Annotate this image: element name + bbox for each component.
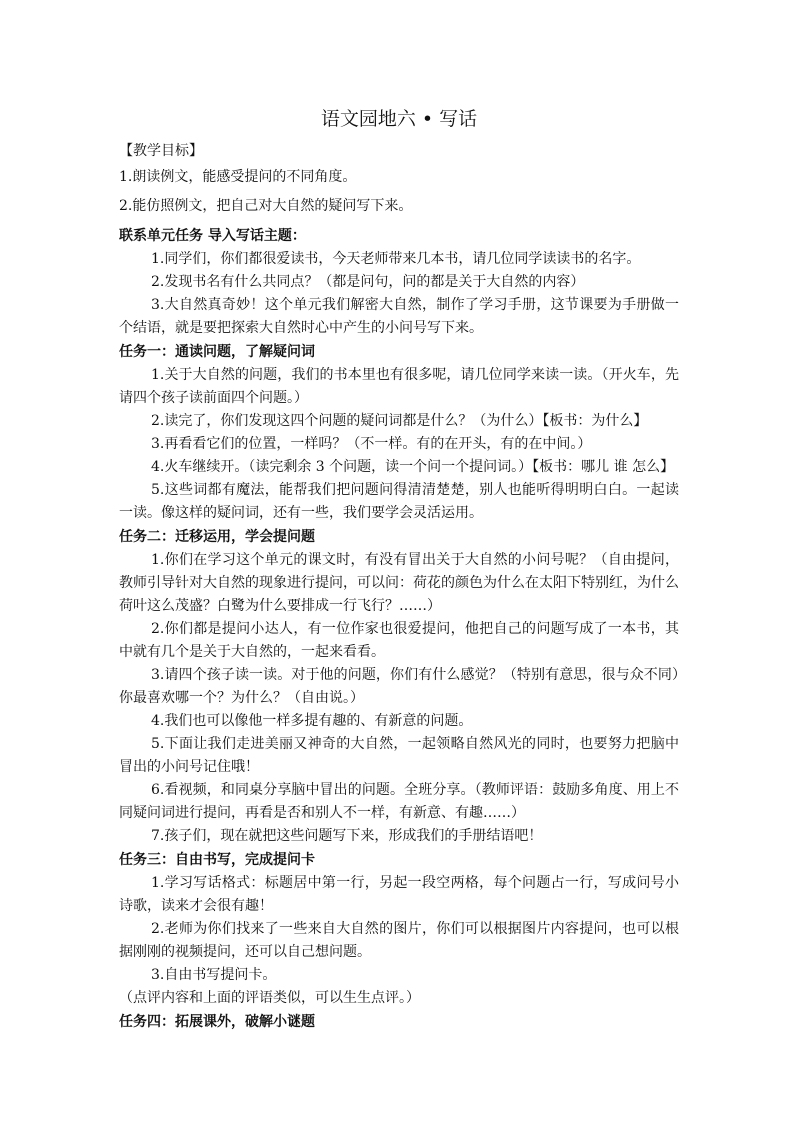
document-page [119,104,679,1034]
paragraph: 1.同学们，你们都很爱读书，今天老师带来几本书，请几位同学读读书的名字。 [151,251,641,267]
paragraph: 2.你们都是提问小达人，有一位作家也很爱提问，他把自己的问题写成了一本书，其中就有几个是关于大自然的，一起来看看。 [119,621,679,660]
note-paragraph: （点评内容和上面的评语类似，可以生生点评。） [119,990,420,1006]
goal-item: 2.能仿照例文，把自己对大自然的疑问写下来。 [119,198,413,214]
paragraph: 2.发现书名有什么共同点？（都是问句，问的都是关于大自然的内容） [151,274,585,290]
goal-item: 1.朗读例文，能感受提问的不同角度。 [119,169,357,185]
paragraph: 7.孩子们，现在就把这些问题写下来，形成我们的手册结语吧！ [151,828,543,844]
paragraph: 3.自由书写提问卡。 [151,967,277,983]
paragraph: 4.火车继续开。（读完剩余 3 个问题，读一个问一个提问词。）【板书：哪儿 谁 怎么】 [151,459,675,475]
paragraph: 5.这些词都有魔法，能帮我们把问题问得清清楚楚，别人也能听得明明白白。一起读一读。像这样的疑问词，还有一些，我们要学会灵活运用。 [119,482,679,521]
paragraph: 4.我们也可以像他一样多提有趣的、有新意的问题。 [151,713,473,729]
section-heading-task2: 任务二：迁移运用，学会提问题 [119,529,315,545]
paragraph: 1.关于大自然的问题，我们的书本里也有很多呢，请几位同学来读一读。（开火车，先请四个孩子读前面四个问题。） [119,367,679,406]
paragraph: 6.看视频，和同桌分享脑中冒出的问题。全班分享。（教师评语：鼓励多角度、用上不同疑问词进行提问，再看是否和别人不一样，有新意、有趣……） [119,782,679,821]
paragraph: 1.学习写话格式：标题居中第一行，另起一段空两格，每个问题占一行，写成问号小诗歌，读来才会很有趣！ [119,875,679,914]
paragraph: 3.再看看它们的位置，一样吗？（不一样。有的在开头，有的在中间。） [151,436,592,452]
section-heading-intro: 联系单元任务 导入写话主题： [119,228,306,244]
section-heading-task1: 任务一：通读问题，了解疑问词 [119,344,315,360]
page-title: 语文园地六 • 写话 [320,108,478,130]
section-heading-task4: 任务四：拓展课外，破解小谜题 [119,1014,315,1030]
paragraph: 3.请四个孩子读一读。对于他的问题，你们有什么感觉？（特别有意思，很与众不同）你最喜欢哪一个？为什么？（自由说。） [119,667,679,706]
paragraph: 1.你们在学习这个单元的课文时，有没有冒出关于大自然的小问号呢？（自由提问，教师引导针对大自然的现象进行提问，可以问：荷花的颜色为什么在太阳下特别红，为什么荷叶这么茂盛？白鹭为什么要排成一行飞行？……） [119,552,679,614]
goals-heading: 【教学目标】 [119,143,203,159]
paragraph: 2.读完了，你们发现这四个问题的疑问词都是什么？（为什么）【板书：为什么】 [151,413,648,429]
paragraph: 5.下面让我们走进美丽又神奇的大自然，一起领略自然风光的同时，也要努力把脑中冒出的小问号记住哦！ [119,736,679,775]
section-heading-task3: 任务三：自由书写，完成提问卡 [119,852,315,868]
paragraph: 3.大自然真奇妙！这个单元我们解密大自然，制作了学习手册，这节课要为手册做一个结语，就是要把探索大自然时心中产生的小问号写下来。 [119,297,679,336]
paragraph: 2.老师为你们找来了一些来自大自然的图片，你们可以根据图片内容提问，也可以根据刚刚的视频提问，还可以自己想问题。 [119,921,679,960]
